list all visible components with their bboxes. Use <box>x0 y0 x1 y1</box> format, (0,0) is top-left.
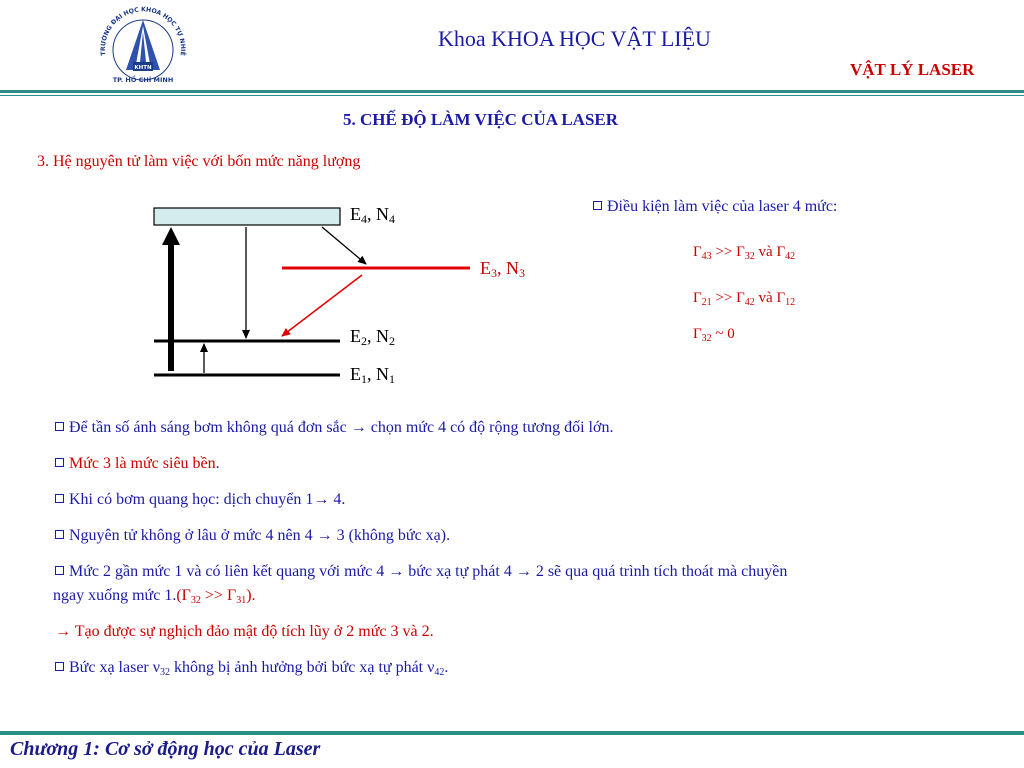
bullet-6: → Tạo được sự nghịch đảo mật độ tích lũy ở 2 mức 3 và 2. <box>55 623 434 640</box>
bullet-5: Mức 2 gần mức 1 và có liên kết quang với mức 4 → bức xạ tự phát 4 → 2 sẽ qua quá trình tích thoát mà chuyền <box>55 562 1005 582</box>
bullet-4: Nguyên tử không ở lâu ở mức 4 nên 4 → 3 (không bức xạ). <box>55 526 450 546</box>
university-logo <box>88 6 198 86</box>
relaxation-4-to-3-arrow <box>322 227 366 264</box>
logo-ring-text: TRƯỜNG ĐẠI HỌC KHOA HỌC TỰ NHIÊ <box>99 6 187 57</box>
level-3-label: $E_3$, $N_3$ <box>480 258 525 280</box>
checkbox-bullet-icon <box>55 458 64 467</box>
checkbox-bullet-icon <box>55 422 64 431</box>
condition-line-1: $\Gamma_{43} >> \Gamma_{32}$ và $\Gamma_{42}$ <box>693 244 796 262</box>
bullet-1: Để tần số ánh sáng bơm không quá đơn sắc → chọn mức 4 có độ rộng tương đối lớn. <box>55 418 613 438</box>
level-4-label: $E_4$, $N_4$ <box>350 204 395 226</box>
university-logo-graphic <box>88 6 198 86</box>
bullet-5-continued: ngay xuống mức $1.(\Gamma_{32} >> \Gamma_{31})$. <box>53 587 256 606</box>
section-title: 5. CHẾ ĐỘ LÀM VIỆC CỦA LASER <box>343 110 619 129</box>
subtitle: 3. Hệ nguyên tử làm việc với bốn mức năng lượng <box>37 153 361 170</box>
level-2-label: $E_2$, $N_2$ <box>350 326 395 348</box>
header-divider <box>0 90 1024 93</box>
condition-line-2: $\Gamma_{21} >> \Gamma_{42}$ và $\Gamma_{12}$ <box>693 290 796 308</box>
pump-arrow-head <box>162 227 180 245</box>
condition-line-3: $\Gamma_{32}$ ~ 0 <box>693 326 735 344</box>
bullet-7: Bức xạ laser $\nu_{32}$ không bị ảnh hưởng bởi bức xạ tự phát $\nu_{42}$. <box>55 658 448 678</box>
bullet-3: Khi có bơm quang học: dịch chuyển 1→ 4. <box>55 490 345 510</box>
level-4-band <box>154 208 340 225</box>
logo-bottom-text: TP. HỒ CHÍ MINH <box>112 76 174 84</box>
course-title: VẬT LÝ LASER <box>850 60 975 79</box>
header-divider-thin <box>0 95 1024 96</box>
footer-chapter: Chương 1: Cơ sở động học của Laser <box>10 738 321 760</box>
checkbox-bullet-icon <box>55 662 64 671</box>
checkbox-bullet-icon <box>55 566 64 575</box>
logo-badge-text: KHTN <box>134 65 152 71</box>
level-1-label: $E_1$, $N_1$ <box>350 364 395 386</box>
checkbox-bullet-icon <box>593 201 602 210</box>
bullet-2: Mức 3 là mức siêu bền. <box>55 454 220 474</box>
conditions-heading: Điều kiện làm việc của laser 4 mức: <box>593 197 837 217</box>
checkbox-bullet-icon <box>55 494 64 503</box>
department-title: Khoa KHOA HỌC VẬT LIỆU <box>438 26 711 51</box>
footer-divider <box>0 731 1024 735</box>
checkbox-bullet-icon <box>55 530 64 539</box>
